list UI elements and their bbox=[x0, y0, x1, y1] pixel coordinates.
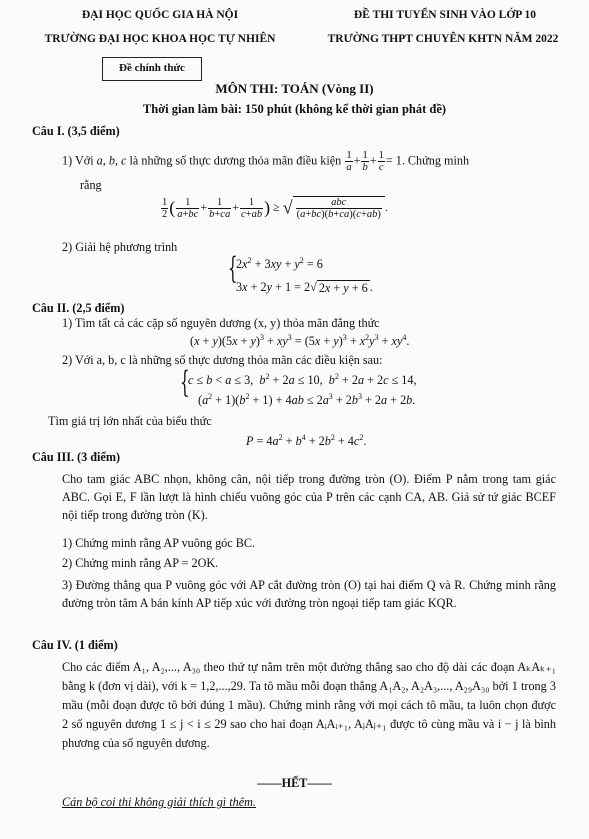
q2-part1: 1) Tìm tất cả các cặp số nguyên dương (x, y) thỏa mãn đẳng thức bbox=[62, 316, 380, 330]
q3-part1: 1) Chứng minh rằng AP vuông góc BC. bbox=[62, 536, 256, 550]
q2-condition1: c ≤ b < a ≤ 3, $b^2 + 2a \le 10$, $b^2 + 2a + 2c \le 14$, bbox=[188, 371, 417, 387]
q3-statement: Cho tam giác ABC nhọn, không cân, nội tiếp trong đường tròn (O). Điểm P nằm trong tam giác ABC. Gọi E, F lần lượt là hình chiếu vuông góc của P trên các cạnh CA, AB. Giả sử tứ giác BCEF nội tiếp trong đường tròn (K). bbox=[62, 472, 556, 522]
q1-system-eq1: $2x^2 + 3xy + y^2 = 6$ bbox=[236, 255, 323, 271]
q1-part1-line2: rằng bbox=[80, 178, 102, 192]
school-name: TRƯỜNG ĐẠI HỌC KHOA HỌC TỰ NHIÊN bbox=[44, 33, 276, 45]
school-year: TRƯỜNG THPT CHUYÊN KHTN NĂM 2022 bbox=[327, 33, 559, 45]
q1-part2: 2) Giải hệ phương trình bbox=[62, 240, 178, 254]
exam-title: ĐỀ THI TUYỂN SINH VÀO LỚP 10 bbox=[353, 9, 537, 21]
end-marker: ——HẾT—— bbox=[257, 776, 332, 790]
official-badge: Đề chính thức bbox=[102, 57, 202, 81]
q3-part2: 2) Chứng minh rằng AP = 2OK. bbox=[62, 556, 219, 570]
q1-system-eq2: 3x + 2y + 1 = 2√ 2x + y + 6 . bbox=[236, 280, 373, 296]
q2-part2: 2) Với a, b, c là những số thực dương thỏa mãn các điều kiện sau: bbox=[62, 353, 383, 367]
q1-part1-line1: 1) Với a, b, c là những số thực dương thỏa mãn điều kiện $\frac{1}{a}$ + $\frac{1}{b}$ + $\frac{1}{c}$ = 1. Chứng minh bbox=[62, 150, 470, 173]
subject-title: MÔN THI: TOÁN (Vòng II) bbox=[215, 81, 374, 96]
system-brace-1: { bbox=[228, 251, 238, 286]
q3-part3: 3) Đường thẳng qua P vuông góc với AP cắt đường tròn (O) tại hai điểm Q và R. Chứng minh rằng đường tròn tâm A bán kính AP tiếp xúc với đường tròn ngoại tiếp tam giác KQR. bbox=[62, 578, 556, 610]
q2-find: Tìm giá trị lớn nhất của biểu thức bbox=[48, 414, 212, 428]
q1-inequality: $\frac{1}{2}$ ( $\frac{1}{a+bc}$ + $\frac{1}{b+ca}$ + $\frac{1}{c+ab}$ ) ≥ √ $\frac{\text{abc}}{(a+bc)(b+ca)(c+ab)}$ . bbox=[162, 196, 388, 220]
question-1-title: Câu I. (3,5 điểm) bbox=[32, 124, 120, 138]
q4-statement: Cho các điểm A₁, A₂,..., A₃₀ theo thứ tự nằm trên một đường thẳng sao cho độ dài các đoạn AₖAₖ₊₁ bằng k (đơn vị dài), với k = 1,2,...,29. Ta tô mầu mỗi đoạn thẳng A₁A₂, A₂A₃,..., A₂₉A₃₀ bởi 1 trong 3 mầu (mỗi đoạn được tô bởi đúng 1 mầu). Chứng minh rằng với mọi cách tô mầu, ta luôn chọn được 2 số nguyên dương 1 ≤ j < i ≤ 29 sao cho hai đoạn AᵢAᵢ₊₁, AⱼAⱼ₊₁ được tô cùng mầu và i − j là bình phương của số nguyên dương. bbox=[62, 660, 556, 750]
q2-expression: $P = 4a^2 + b^4 + 2b^2 + 4c^2$. bbox=[246, 432, 367, 448]
proctor-note: Cán bộ coi thi không giải thích gì thêm. bbox=[62, 795, 256, 809]
question-3-title: Câu III. (3 điểm) bbox=[32, 450, 121, 464]
q2-condition2: $(a^2 + 1)(b^2 + 1) + 4ab \le 2a^3 + 2b^3 + 2a + 2b$. bbox=[198, 391, 416, 407]
time-limit: Thời gian làm bài: 150 phút (không kể thời gian phát đề) bbox=[142, 102, 447, 116]
question-2-title: Câu II. (2,5 điểm) bbox=[32, 301, 125, 315]
question-4-title: Câu IV. (1 điểm) bbox=[32, 638, 118, 652]
q2-equation: $(x + y)(5x + y)^3 + xy^3 = (5x + y)^3 + x^2y^3 + xy^4$. bbox=[190, 332, 410, 348]
system-brace-2: { bbox=[180, 365, 190, 400]
university-name: ĐẠI HỌC QUỐC GIA HÀ NỘI bbox=[81, 9, 239, 21]
